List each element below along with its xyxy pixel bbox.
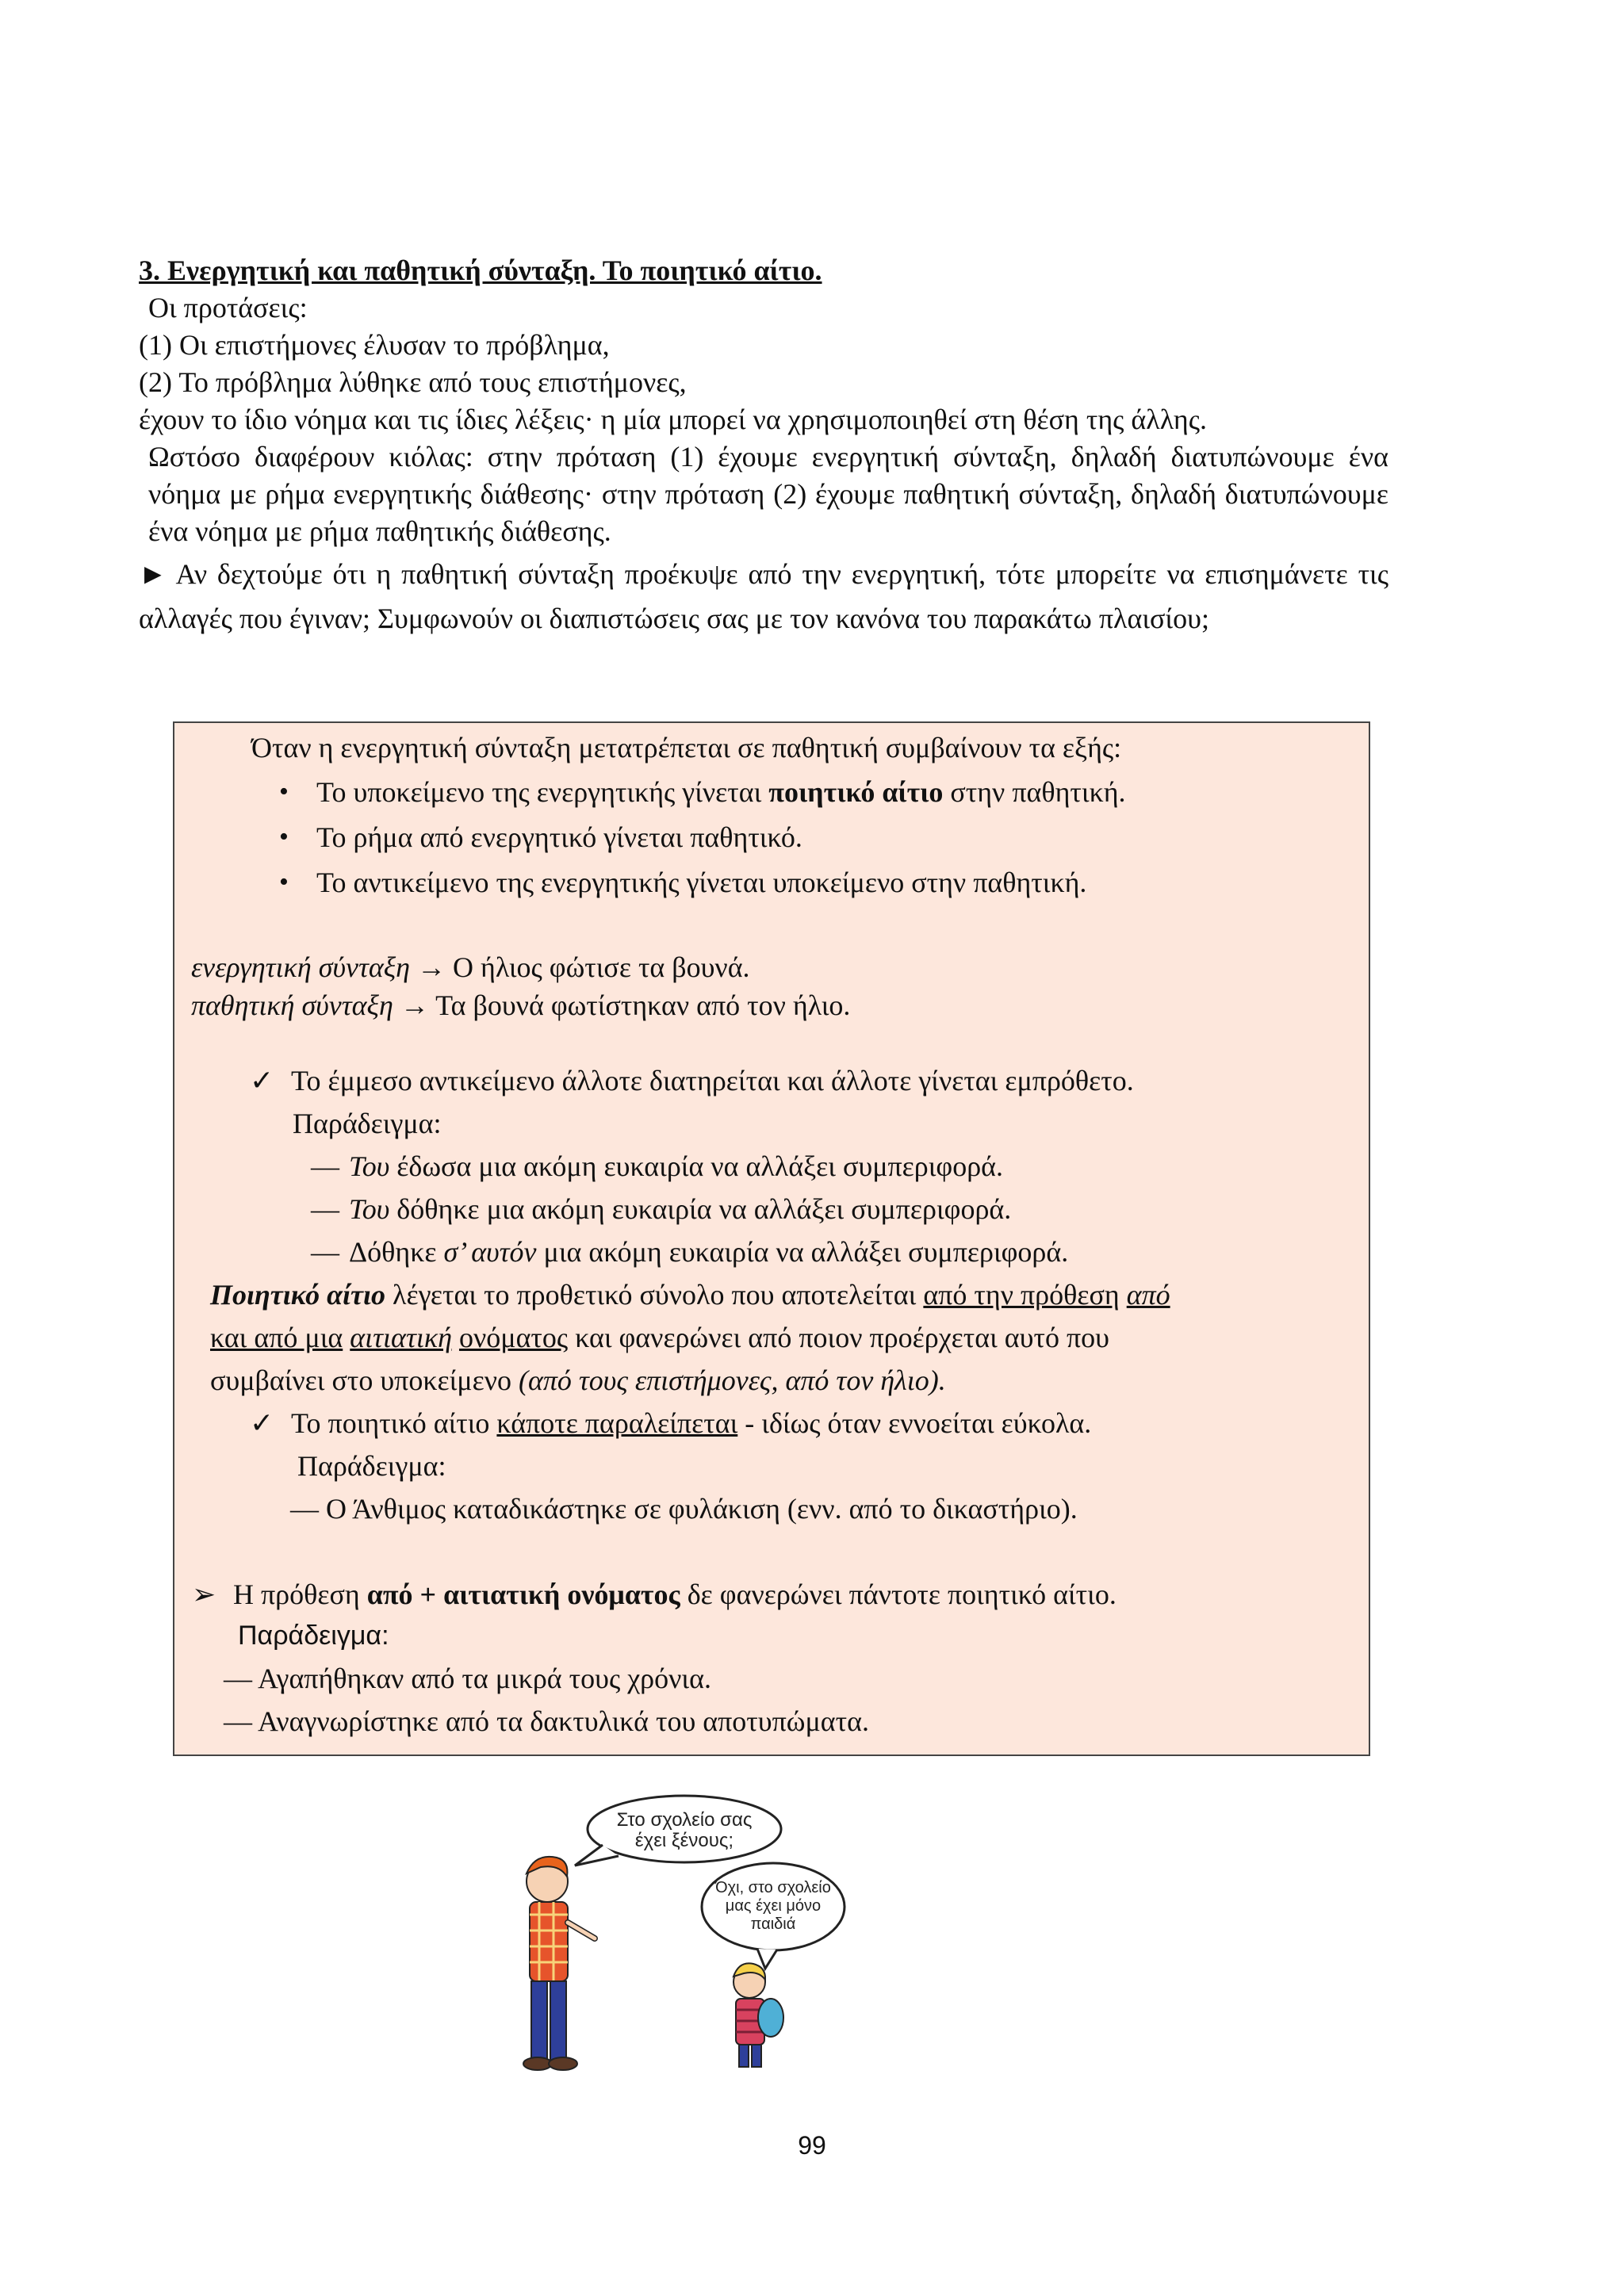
dash-icon: — (311, 1193, 339, 1225)
example-line: — Του έδωσα μια ακόμη ευκαιρία να αλλάξει συμπεριφορά. (311, 1145, 1505, 1188)
boy-figure (523, 1857, 595, 2070)
dash-icon: — (311, 1236, 339, 1268)
box-intro: Όταν η ενεργητική σύνταξη μετατρέπεται σε παθητική συμβαίνουν τα εξής: (251, 732, 1122, 763)
bubble-text: έχει ξένους; (634, 1830, 734, 1851)
arrowhead-bullet-icon: ➢ (192, 1578, 216, 1610)
rule-box (173, 721, 1370, 1756)
bold-term: ποιητικό αίτιο (768, 776, 944, 808)
example-line: — Αναγνωρίστηκε από τα δακτυλικά του αποτυπώματα. (224, 1705, 869, 1737)
arrow-right-icon: → (417, 951, 446, 983)
example-line: — Του δόθηκε μια ακόμη ευκαιρία να αλλάξει συμπεριφορά. (311, 1188, 1505, 1230)
example-label: Παράδειγμα: (297, 1450, 446, 1482)
example-passive: παθητική σύνταξη → Τα βουνά φωτίστηκαν από τον ήλιο. (191, 989, 851, 1021)
cartoon-illustration (492, 1788, 848, 2081)
example-line: — Ο Άνθιμος καταδικάστηκε σε φυλάκιση (ενν. από το δικαστήριο). (290, 1493, 1078, 1525)
bullet-icon: • (279, 822, 289, 851)
dash-icon: — (311, 1150, 339, 1182)
arrow-right-icon: → (400, 989, 429, 1021)
text-line: Οι προτάσεις: (148, 292, 308, 323)
checked-note: ✓ Το έμμεσο αντικείμενο άλλοτε διατηρείται και άλλοτε γίνεται εμπρόθετο. (250, 1059, 1444, 1102)
example-label-sans: Παράδειγμα: (238, 1621, 389, 1651)
example-line: — Δόθηκε σ’ αυτόν μια ακόμη ευκαιρία να αλλάξει συμπεριφορά. (311, 1230, 1505, 1273)
text-line: (2) Το πρόβλημα λύθηκε από τους επιστήμονες, (139, 366, 687, 398)
triangle-pointer-icon: ► (139, 558, 167, 590)
text-line: (1) Οι επιστήμονες έλυσαν το πρόβλημα, (139, 329, 610, 361)
page-number: 99 (798, 2131, 826, 2160)
example-active: ενεργητική σύνταξη → Ο ήλιος φώτισε τα βουνά. (191, 951, 750, 983)
definition-paragraph: Ποιητικό αίτιο λέγεται το προθετικό σύνολο που αποτελείται από την πρόθεση από και από μια αιτιατική ονόματος και φανερώνει από ποιον προέρχεται αυτό που συμβαίνει στο υποκείμενο (από τους επιστήμονες, από τον ήλιο). (210, 1279, 1170, 1396)
bubble-text: μας έχει μόνο (725, 1897, 822, 1915)
text-line: έχουν το ίδιο νόημα και τις ίδιες λέξεις· η μία μπορεί να χρησιμοποιηθεί στη θέση της άλλης. (139, 404, 1207, 435)
checked-note: ✓ Το ποιητικό αίτιο κάποτε παραλείπεται - ιδίως όταν εννοείται εύκολα. (250, 1402, 1444, 1445)
section-intro (139, 252, 1388, 641)
question-text: Αν δεχτούμε ότι η παθητική σύνταξη προέκυψε από την ενεργητική, τότε μπορείτε να επισημάνετε τις αλλαγές που έγιναν; Συμφωνούν οι διαπιστώσεις σας με τον κανόνα του παρακάτω πλαισίου; (139, 558, 1388, 634)
bullet-item: • Το ρήμα από ενεργητικό γίνεται παθητικό. (251, 816, 1446, 859)
bullet-item: • Το αντικείμενο της ενεργητικής γίνεται υποκείμενο στην παθητική. (251, 861, 1446, 904)
bullet-icon: • (279, 777, 289, 806)
bubble-text: Όχι, στο σχολείο (715, 1879, 831, 1896)
arrow-note: ➢ Η πρόθεση από + αιτιατική ονόματος δε φανερώνει πάντοτε ποιητικό αίτιο. (192, 1573, 1386, 1616)
example-line: — Αγαπήθηκαν από τα μικρά τους χρόνια. (224, 1663, 711, 1694)
bullet-item: • Το υποκείμενο της ενεργητικής γίνεται ποιητικό αίτιο στην παθητική. (251, 771, 1446, 813)
bullet-icon: • (279, 867, 289, 897)
checkmark-icon: ✓ (250, 1065, 274, 1096)
bubble-text: παιδιά (750, 1915, 796, 1933)
bubble-text: Στο σχολείο σας (616, 1809, 753, 1831)
text-paragraph: Ωστόσο διαφέρουν κιόλας: στην πρόταση (1) έχουμε ενεργητική σύνταξη, δηλαδή διατυπώνουμε ένα νόημα με ρήμα ενεργητικής διάθεσης· στην πρόταση (2) έχουμε παθητική σύνταξη, δηλαδή διατυπώνουμε ένα νόημα με ρήμα παθητικής διάθεσης. (148, 441, 1388, 547)
definition-term: Ποιητικό αίτιο (210, 1279, 386, 1311)
question-paragraph (139, 552, 1388, 641)
checkmark-icon: ✓ (250, 1407, 274, 1439)
girl-figure (733, 1963, 783, 2067)
section-heading: 3. Ενεργητική και παθητική σύνταξη. Το ποιητικό αίτιο. (139, 254, 822, 286)
example-label: Παράδειγμα: (293, 1108, 442, 1139)
